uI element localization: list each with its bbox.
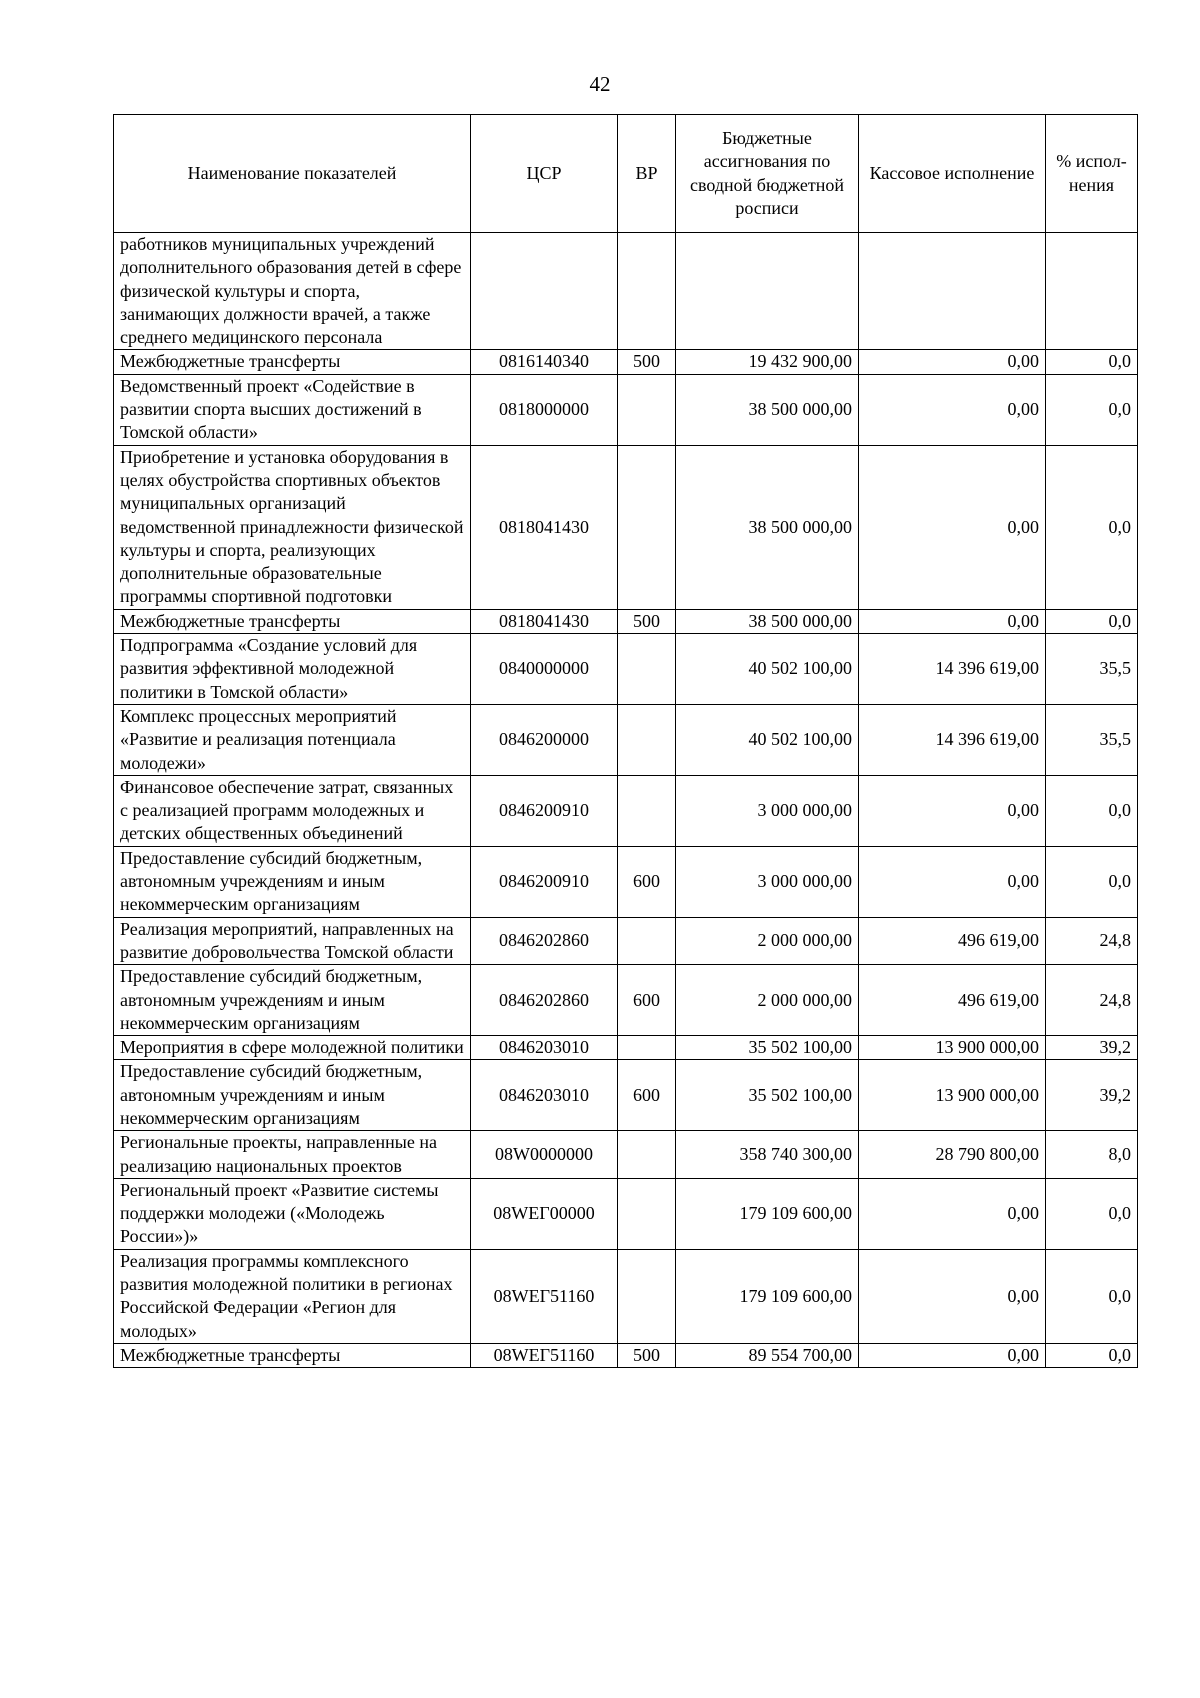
cell-name: Мероприятия в сфере молодежной политики bbox=[114, 1036, 471, 1060]
cell-csr: 0816140340 bbox=[471, 350, 618, 374]
cell-execution: 0,00 bbox=[859, 445, 1046, 609]
header-name: Наименование показателей bbox=[114, 115, 471, 233]
cell-csr: 08WEГ00000 bbox=[471, 1178, 618, 1249]
table-row bbox=[114, 1249, 1138, 1343]
cell-execution bbox=[859, 233, 1046, 350]
cell-csr: 08WEГ51160 bbox=[471, 1343, 618, 1367]
cell-appropriations: 179 109 600,00 bbox=[676, 1178, 859, 1249]
cell-vr bbox=[618, 1036, 676, 1060]
cell-name: работников муниципальных учреждений дополнительного образования детей в сфере физической культуры и спорта, занимающих должности врачей, а также среднего медицинского персонала bbox=[114, 233, 471, 350]
cell-execution: 13 900 000,00 bbox=[859, 1036, 1046, 1060]
cell-vr: 600 bbox=[618, 965, 676, 1036]
table-row bbox=[114, 775, 1138, 846]
table-body bbox=[114, 233, 1138, 1368]
header-appropriations: Бюджетные ассигнования по сводной бюджетной росписи bbox=[676, 115, 859, 233]
cell-appropriations: 179 109 600,00 bbox=[676, 1249, 859, 1343]
cell-appropriations: 2 000 000,00 bbox=[676, 917, 859, 965]
cell-execution: 496 619,00 bbox=[859, 917, 1046, 965]
cell-vr bbox=[618, 374, 676, 445]
cell-percent: 35,5 bbox=[1046, 704, 1138, 775]
cell-vr bbox=[618, 775, 676, 846]
table-row bbox=[114, 846, 1138, 917]
cell-execution: 0,00 bbox=[859, 846, 1046, 917]
cell-percent: 24,8 bbox=[1046, 917, 1138, 965]
cell-name: Реализация программы комплексного развития молодежной политики в регионах Российской Федерации «Регион для молодых» bbox=[114, 1249, 471, 1343]
cell-appropriations: 358 740 300,00 bbox=[676, 1131, 859, 1179]
cell-vr bbox=[618, 634, 676, 705]
cell-percent: 0,0 bbox=[1046, 374, 1138, 445]
cell-execution: 0,00 bbox=[859, 1249, 1046, 1343]
budget-execution-table bbox=[113, 114, 1138, 1368]
table-row bbox=[114, 1060, 1138, 1131]
cell-name: Реализация мероприятий, направленных на развитие добровольчества Томской области bbox=[114, 917, 471, 965]
cell-percent: 35,5 bbox=[1046, 634, 1138, 705]
table-row bbox=[114, 965, 1138, 1036]
cell-percent: 0,0 bbox=[1046, 445, 1138, 609]
cell-name: Предоставление субсидий бюджетным, автономным учреждениям и иным некоммерческим организациям bbox=[114, 1060, 471, 1131]
cell-percent: 0,0 bbox=[1046, 350, 1138, 374]
cell-csr: 0846203010 bbox=[471, 1036, 618, 1060]
cell-appropriations: 3 000 000,00 bbox=[676, 775, 859, 846]
cell-csr: 0846200910 bbox=[471, 775, 618, 846]
cell-csr: 0818041430 bbox=[471, 609, 618, 633]
cell-csr: 0846202860 bbox=[471, 965, 618, 1036]
cell-csr: 0818041430 bbox=[471, 445, 618, 609]
cell-appropriations: 38 500 000,00 bbox=[676, 445, 859, 609]
table-header-row bbox=[114, 115, 1138, 233]
cell-name: Предоставление субсидий бюджетным, автономным учреждениям и иным некоммерческим организациям bbox=[114, 846, 471, 917]
cell-vr bbox=[618, 1249, 676, 1343]
cell-percent: 0,0 bbox=[1046, 1178, 1138, 1249]
cell-appropriations: 2 000 000,00 bbox=[676, 965, 859, 1036]
table-row bbox=[114, 1343, 1138, 1367]
cell-csr: 0846200910 bbox=[471, 846, 618, 917]
cell-vr bbox=[618, 1131, 676, 1179]
cell-name: Комплекс процессных мероприятий «Развитие и реализация потенциала молодежи» bbox=[114, 704, 471, 775]
cell-csr: 0846203010 bbox=[471, 1060, 618, 1131]
cell-percent: 0,0 bbox=[1046, 1343, 1138, 1367]
table-row bbox=[114, 634, 1138, 705]
cell-name: Ведомственный проект «Содействие в развитии спорта высших достижений в Томской области» bbox=[114, 374, 471, 445]
cell-percent: 39,2 bbox=[1046, 1060, 1138, 1131]
cell-appropriations bbox=[676, 233, 859, 350]
header-percent: % испол- нения bbox=[1046, 115, 1138, 233]
cell-execution: 0,00 bbox=[859, 350, 1046, 374]
table-row bbox=[114, 1131, 1138, 1179]
table-row bbox=[114, 917, 1138, 965]
cell-csr: 0846200000 bbox=[471, 704, 618, 775]
cell-appropriations: 35 502 100,00 bbox=[676, 1036, 859, 1060]
cell-execution: 0,00 bbox=[859, 609, 1046, 633]
cell-appropriations: 40 502 100,00 bbox=[676, 704, 859, 775]
cell-vr bbox=[618, 1178, 676, 1249]
cell-vr: 600 bbox=[618, 846, 676, 917]
table-row bbox=[114, 704, 1138, 775]
cell-execution: 14 396 619,00 bbox=[859, 704, 1046, 775]
cell-name: Финансовое обеспечение затрат, связанных с реализацией программ молодежных и детских общественных объединений bbox=[114, 775, 471, 846]
cell-execution: 13 900 000,00 bbox=[859, 1060, 1046, 1131]
table-row bbox=[114, 609, 1138, 633]
cell-appropriations: 89 554 700,00 bbox=[676, 1343, 859, 1367]
cell-appropriations: 38 500 000,00 bbox=[676, 609, 859, 633]
cell-vr: 500 bbox=[618, 1343, 676, 1367]
cell-csr: 08W0000000 bbox=[471, 1131, 618, 1179]
cell-percent: 0,0 bbox=[1046, 1249, 1138, 1343]
cell-name: Предоставление субсидий бюджетным, автономным учреждениям и иным некоммерческим организациям bbox=[114, 965, 471, 1036]
cell-percent: 0,0 bbox=[1046, 846, 1138, 917]
cell-name: Подпрограмма «Создание условий для развития эффективной молодежной политики в Томской области» bbox=[114, 634, 471, 705]
cell-appropriations: 19 432 900,00 bbox=[676, 350, 859, 374]
cell-execution: 0,00 bbox=[859, 374, 1046, 445]
cell-name: Региональный проект «Развитие системы поддержки молодежи («Молодежь России»)» bbox=[114, 1178, 471, 1249]
cell-percent: 0,0 bbox=[1046, 775, 1138, 846]
cell-percent bbox=[1046, 233, 1138, 350]
cell-name: Приобретение и установка оборудования в целях обустройства спортивных объектов муниципальных организаций ведомственной принадлежности физической культуры и спорта, реализующих дополнительные образовательные программы спортивной подготовки bbox=[114, 445, 471, 609]
cell-execution: 14 396 619,00 bbox=[859, 634, 1046, 705]
cell-csr: 0818000000 bbox=[471, 374, 618, 445]
cell-vr bbox=[618, 233, 676, 350]
cell-csr: 0846202860 bbox=[471, 917, 618, 965]
cell-name: Региональные проекты, направленные на реализацию национальных проектов bbox=[114, 1131, 471, 1179]
cell-name: Межбюджетные трансферты bbox=[114, 609, 471, 633]
cell-appropriations: 40 502 100,00 bbox=[676, 634, 859, 705]
cell-vr: 500 bbox=[618, 350, 676, 374]
cell-csr: 08WEГ51160 bbox=[471, 1249, 618, 1343]
cell-execution: 28 790 800,00 bbox=[859, 1131, 1046, 1179]
cell-vr bbox=[618, 704, 676, 775]
cell-execution: 0,00 bbox=[859, 775, 1046, 846]
cell-appropriations: 38 500 000,00 bbox=[676, 374, 859, 445]
header-csr: ЦСР bbox=[471, 115, 618, 233]
table-row bbox=[114, 1036, 1138, 1060]
table-row bbox=[114, 374, 1138, 445]
cell-csr bbox=[471, 233, 618, 350]
cell-percent: 0,0 bbox=[1046, 609, 1138, 633]
cell-percent: 24,8 bbox=[1046, 965, 1138, 1036]
cell-name: Межбюджетные трансферты bbox=[114, 1343, 471, 1367]
cell-vr bbox=[618, 917, 676, 965]
cell-vr: 500 bbox=[618, 609, 676, 633]
table-row bbox=[114, 350, 1138, 374]
cell-vr: 600 bbox=[618, 1060, 676, 1131]
page-number: 42 bbox=[589, 72, 611, 96]
cell-appropriations: 35 502 100,00 bbox=[676, 1060, 859, 1131]
cell-csr: 0840000000 bbox=[471, 634, 618, 705]
cell-percent: 8,0 bbox=[1046, 1131, 1138, 1179]
cell-appropriations: 3 000 000,00 bbox=[676, 846, 859, 917]
table-row bbox=[114, 233, 1138, 350]
table-row bbox=[114, 1178, 1138, 1249]
cell-percent: 39,2 bbox=[1046, 1036, 1138, 1060]
header-vr: ВР bbox=[618, 115, 676, 233]
cell-vr bbox=[618, 445, 676, 609]
cell-name: Межбюджетные трансферты bbox=[114, 350, 471, 374]
cell-execution: 0,00 bbox=[859, 1343, 1046, 1367]
cell-execution: 0,00 bbox=[859, 1178, 1046, 1249]
cell-execution: 496 619,00 bbox=[859, 965, 1046, 1036]
table-row bbox=[114, 445, 1138, 609]
header-execution: Кассовое исполнение bbox=[859, 115, 1046, 233]
